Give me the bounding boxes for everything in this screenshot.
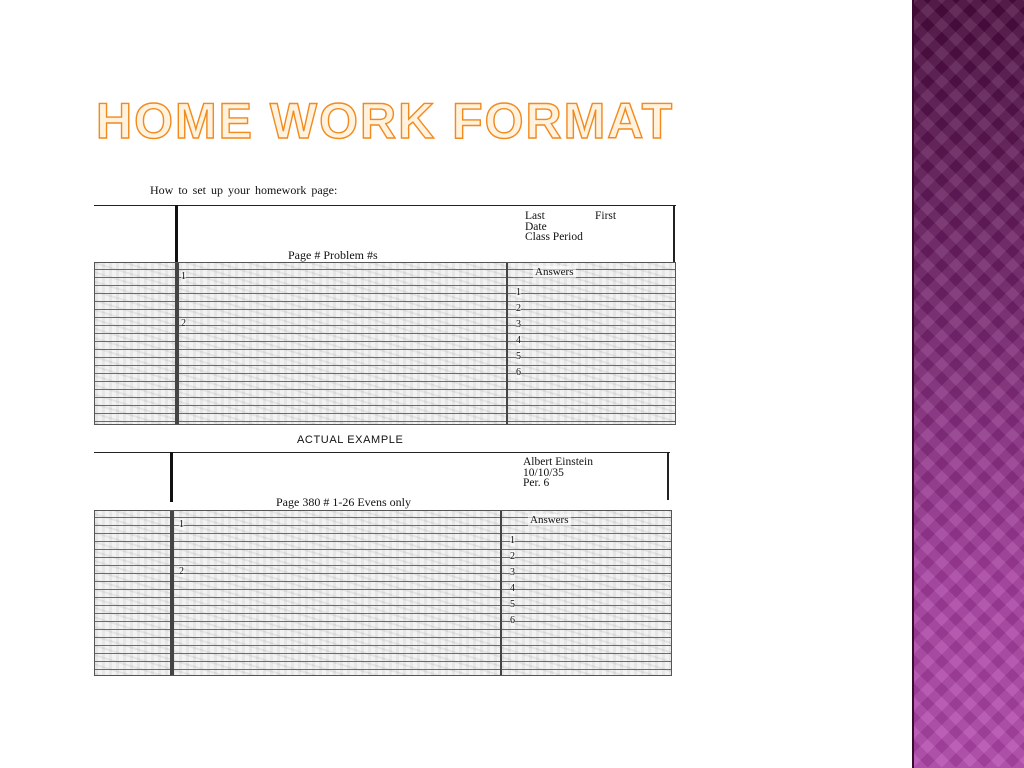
actual-example-label: ACTUAL EXAMPLE bbox=[297, 434, 404, 446]
header-margin-line bbox=[170, 452, 173, 502]
answer-number: 2 bbox=[510, 551, 515, 562]
margin-mark: 1 bbox=[181, 271, 186, 282]
ruled-paper bbox=[94, 262, 676, 425]
answers-header: Answers bbox=[535, 266, 574, 278]
header-top-line bbox=[94, 205, 676, 206]
margin-line bbox=[170, 511, 174, 675]
answer-number: 3 bbox=[516, 319, 521, 330]
template-homework-page bbox=[94, 205, 680, 425]
answer-number: 4 bbox=[516, 335, 521, 346]
example-homework-page bbox=[94, 452, 680, 676]
answer-number: 6 bbox=[510, 615, 515, 626]
last-name-label: Last bbox=[525, 210, 545, 222]
margin-line bbox=[175, 263, 179, 424]
answer-number: 5 bbox=[510, 599, 515, 610]
class-period: Per. 6 bbox=[523, 477, 550, 489]
name-date-period-block bbox=[523, 457, 593, 489]
header-right-line bbox=[667, 452, 669, 500]
assignment-date: 10/10/35 bbox=[523, 466, 564, 479]
margin-mark: 2 bbox=[179, 566, 184, 577]
slide-title: HOME WORK FORMAT bbox=[96, 93, 675, 149]
margin-mark: 1 bbox=[179, 519, 184, 530]
answer-number: 4 bbox=[510, 583, 515, 594]
answer-number: 2 bbox=[516, 303, 521, 314]
student-name: Albert Einstein bbox=[523, 456, 593, 468]
decorative-sidebar bbox=[912, 0, 1024, 768]
header-top-line bbox=[94, 452, 670, 453]
page-problem-line: Page 380 # 1-26 Evens only bbox=[276, 495, 411, 509]
answer-number: 6 bbox=[516, 367, 521, 378]
class-period-label: Class Period bbox=[525, 231, 583, 243]
date-label: Date bbox=[525, 220, 547, 233]
answer-number: 3 bbox=[510, 567, 515, 578]
answers-column-line bbox=[506, 263, 508, 424]
page-problem-line: Page # Problem #s bbox=[288, 248, 378, 262]
first-name-label: First bbox=[595, 210, 617, 222]
name-date-period-block bbox=[525, 211, 616, 243]
header-margin-line bbox=[175, 205, 178, 265]
answer-number: 1 bbox=[516, 287, 521, 298]
answers-header: Answers bbox=[530, 514, 569, 526]
ruled-paper bbox=[94, 510, 672, 676]
intro-text: How to set up your homework page: bbox=[150, 183, 338, 197]
answer-number: 1 bbox=[510, 535, 515, 546]
answer-number: 5 bbox=[516, 351, 521, 362]
answers-column-line bbox=[500, 511, 502, 675]
margin-mark: 2 bbox=[181, 318, 186, 329]
